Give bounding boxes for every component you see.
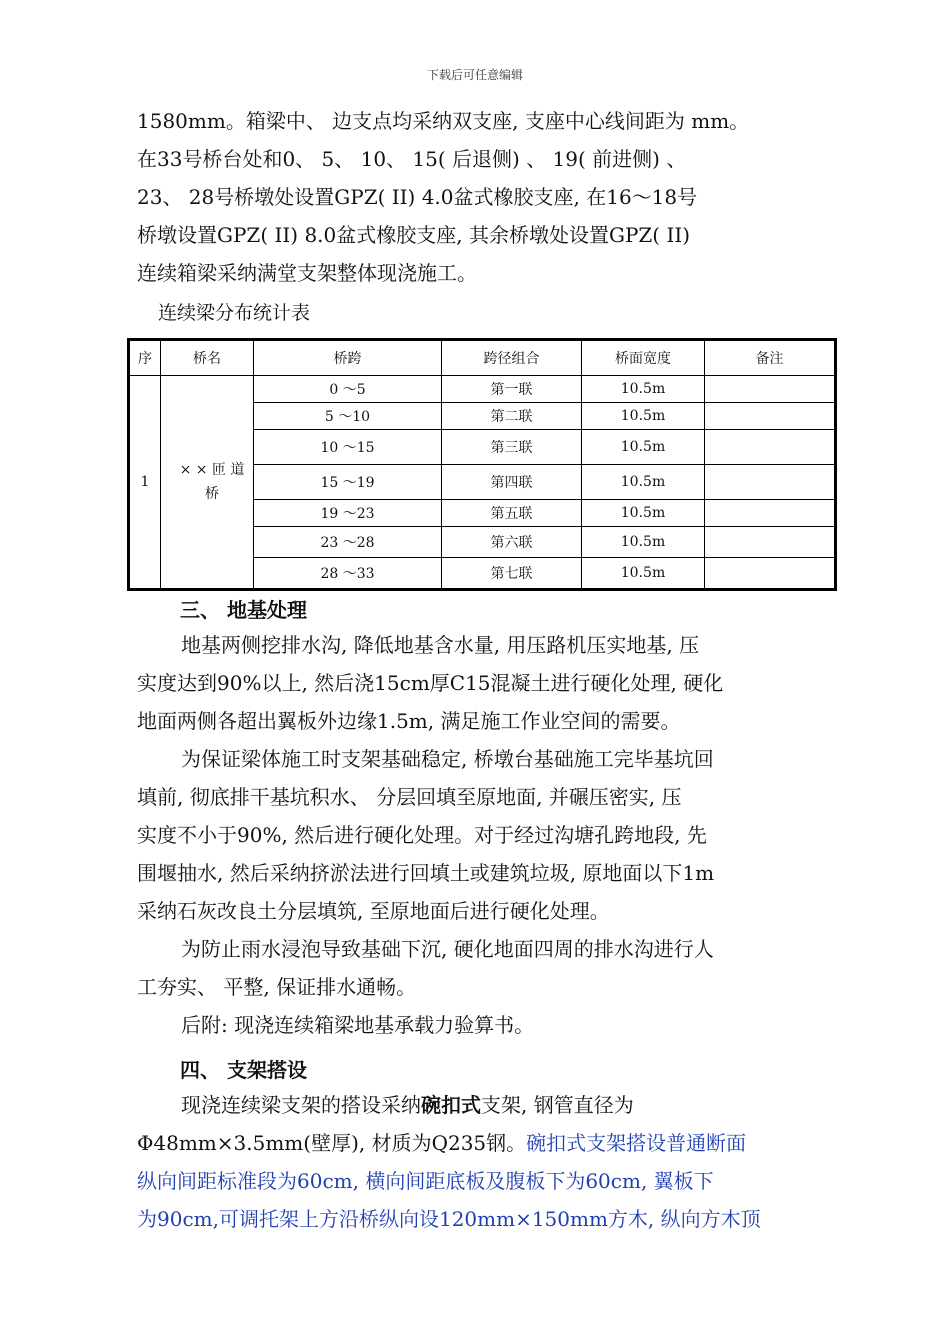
seq-cell: 1 <box>129 376 161 590</box>
span-cell: 0 ～5 <box>254 376 442 403</box>
combo-cell: 第二联 <box>442 403 582 430</box>
note-cell <box>705 465 836 500</box>
text-line: 实度达到90%以上, 然后浇15cm厚C15混凝土进行硬化处理, 硬化 <box>137 671 724 695</box>
text-run: 支架, 钢管直径为 <box>481 1093 634 1117</box>
header-note: 备注 <box>705 340 836 376</box>
note-cell <box>705 430 836 465</box>
highlighted-line: 为90cm,可调托架上方沿桥纵向设120mm×150mm方木, 纵向方木顶 <box>137 1207 761 1231</box>
intro-line: 23、 28号桥墩处设置GPZ( II) 4.0盆式橡胶支座, 在16～18号 <box>137 185 698 209</box>
intro-line: 在33号桥台处和0、 5、 10、 15( 后退侧) 、 19( 前进侧) 、 <box>137 147 687 171</box>
table-header-row <box>129 340 836 376</box>
text-line: 采纳石灰改良土分层填筑, 至原地面后进行硬化处理。 <box>137 899 610 923</box>
width-cell: 10.5m <box>582 465 705 500</box>
table-caption: 连续梁分布统计表 <box>158 302 311 324</box>
combo-cell: 第七联 <box>442 558 582 590</box>
combo-cell: 第四联 <box>442 465 582 500</box>
combo-cell: 第五联 <box>442 500 582 527</box>
width-cell: 10.5m <box>582 376 705 403</box>
header-seq: 序 <box>129 340 161 376</box>
text-line: 工夯实、 平整, 保证排水通畅。 <box>137 975 417 999</box>
note-cell <box>705 500 836 527</box>
combo-cell: 第三联 <box>442 430 582 465</box>
span-cell: 15 ～19 <box>254 465 442 500</box>
header-width: 桥面宽度 <box>582 340 705 376</box>
intro-line: 连续箱梁采纳满堂支架整体现浇施工。 <box>137 261 477 285</box>
text-line <box>137 1086 817 1124</box>
text-line: 后附: 现浇连续箱梁地基承载力验算书。 <box>181 1013 535 1037</box>
width-cell: 10.5m <box>582 527 705 558</box>
header-name: 桥名 <box>161 340 254 376</box>
text-line: 为防止雨水浸泡导致基础下沉, 硬化地面四周的排水沟进行人 <box>181 937 714 961</box>
table-row <box>129 376 836 403</box>
note-cell <box>705 527 836 558</box>
section3-paragraph-2 <box>137 740 817 930</box>
note-cell <box>705 403 836 430</box>
bridge-name-cell: × × 匝 道 桥 <box>161 376 254 590</box>
section3-paragraph-1 <box>137 626 817 740</box>
width-cell: 10.5m <box>582 500 705 527</box>
section3-paragraph-3 <box>137 930 817 1006</box>
section4-paragraph <box>137 1086 817 1238</box>
section3-heading: 三、 地基处理 <box>180 598 307 622</box>
span-cell: 23 ～28 <box>254 527 442 558</box>
header-combo: 跨径组合 <box>442 340 582 376</box>
intro-paragraph <box>137 102 817 292</box>
width-cell: 10.5m <box>582 430 705 465</box>
text-run: 现浇连续梁支架的搭设采纳 <box>181 1093 421 1117</box>
note-cell <box>705 558 836 590</box>
span-cell: 10 ～15 <box>254 430 442 465</box>
text-run: Φ48mm×3.5mm(壁厚), 材质为Q235钢。 <box>137 1131 527 1155</box>
section4-heading: 四、 支架搭设 <box>180 1058 307 1082</box>
text-line: 围堰抽水, 然后采纳挤淤法进行回填土或建筑垃圾, 原地面以下1m <box>137 861 715 885</box>
intro-line: 桥墩设置GPZ( II) 8.0盆式橡胶支座, 其余桥墩处设置GPZ( II) <box>137 223 691 247</box>
span-cell: 19 ～23 <box>254 500 442 527</box>
text-line: 填前, 彻底排干基坑积水、 分层回填至原地面, 并碾压密实, 压 <box>137 785 682 809</box>
bold-term: 碗扣式 <box>421 1093 481 1117</box>
header-span: 桥跨 <box>254 340 442 376</box>
combo-cell: 第一联 <box>442 376 582 403</box>
intro-line: 1580mm。箱梁中、 边支点均采纳双支座, 支座中心线间距为 mm。 <box>137 109 750 133</box>
text-line: 地面两侧各超出翼板外边缘1.5m, 满足施工作业空间的需要。 <box>137 709 681 733</box>
highlighted-text: 碗扣式支架搭设普通断面 <box>526 1131 747 1155</box>
combo-cell: 第六联 <box>442 527 582 558</box>
section3-paragraph-4 <box>137 1006 817 1044</box>
note-cell <box>705 376 836 403</box>
span-cell: 28 ～33 <box>254 558 442 590</box>
span-cell: 5 ～10 <box>254 403 442 430</box>
highlighted-line: 纵向间距标准段为60cm, 横向间距底板及腹板下为60cm, 翼板下 <box>137 1169 714 1193</box>
text-line: 地基两侧挖排水沟, 降低地基含水量, 用压路机压实地基, 压 <box>181 633 700 657</box>
width-cell: 10.5m <box>582 403 705 430</box>
width-cell: 10.5m <box>582 558 705 590</box>
text-line <box>137 1124 817 1162</box>
page-header: 下载后可任意编辑 <box>426 68 523 82</box>
bridge-stats-table <box>127 338 837 591</box>
text-line: 为保证梁体施工时支架基础稳定, 桥墩台基础施工完毕基坑回 <box>181 747 714 771</box>
text-line: 实度不小于90%, 然后进行硬化处理。对于经过沟塘孔跨地段, 先 <box>137 823 707 847</box>
